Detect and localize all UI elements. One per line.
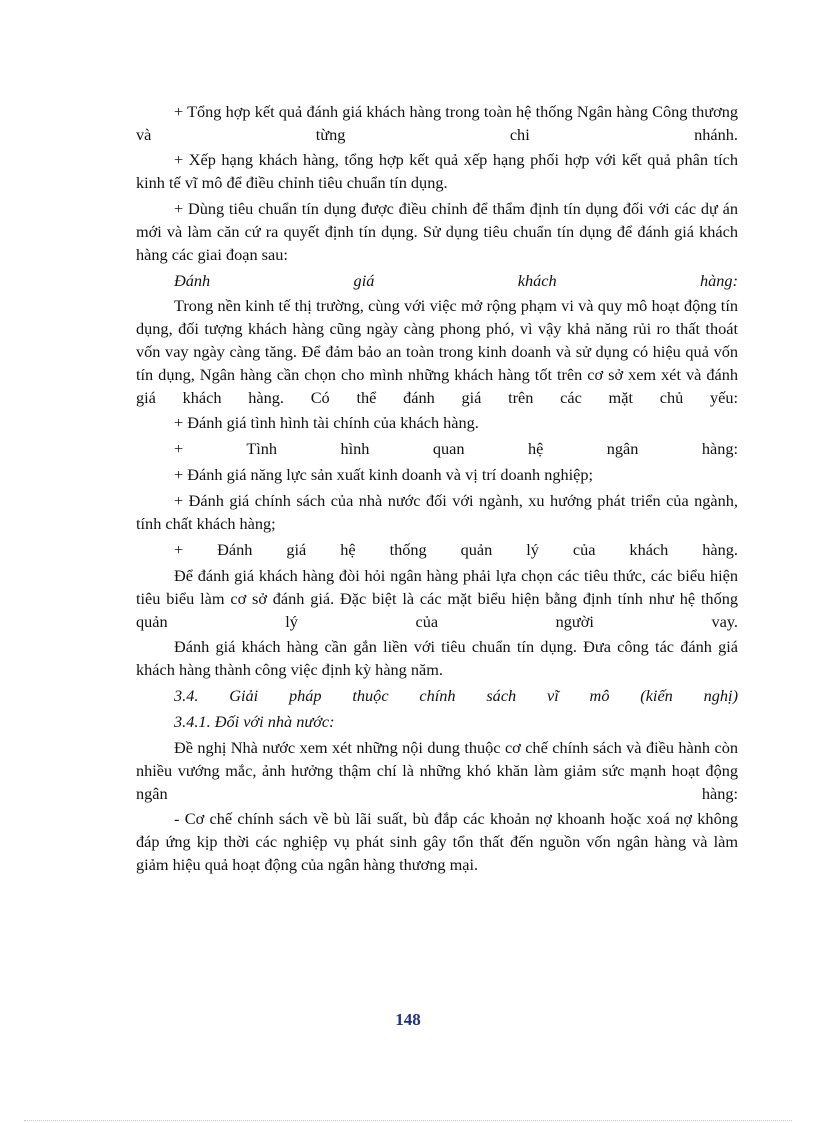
section-heading: 3.4. Giải pháp thuộc chính sách vĩ mô (kiến nghị) — [174, 686, 738, 705]
paragraph: - Cơ chế chính sách về bù lãi suất, bù đắp các khoản nợ khoanh hoặc xoá nợ không đáp ứng kịp thời các nghiệp vụ phát sinh gây tổn thất đến nguồn vốn ngân hàng và làm giảm hiệu quả hoạt động của ngân hàng thương mại. — [136, 809, 738, 874]
list-item: + Tình hình quan hệ ngân hàng: — [174, 439, 738, 458]
paragraph: + Dùng tiêu chuẩn tín dụng được điều chỉnh để thẩm định tín dụng đối với các dự án mới và làm căn cứ ra quyết định tín dụng. Sử dụng tiêu chuẩn tín dụng để đánh giá khách hàng các giai đoạn sau: — [136, 199, 738, 264]
paragraph: Đánh giá khách hàng cần gắn liền với tiêu chuẩn tín dụng. Đưa công tác đánh giá khách hàng thành công việc định kỳ hàng năm. — [136, 637, 738, 679]
paragraph: + Tổng hợp kết quả đánh giá khách hàng trong toàn hệ thống Ngân hàng Công thương và từng chi nhánh. — [136, 102, 738, 144]
list-item: + Đánh giá năng lực sản xuất kinh doanh và vị trí doanh nghiệp; — [174, 465, 594, 484]
list-item: + Đánh giá chính sách của nhà nước đối với ngành, xu hướng phát triển của ngành, tính chất khách hàng; — [136, 491, 738, 533]
paragraph: Trong nền kinh tế thị trường, cùng với việc mở rộng phạm vi và quy mô hoạt động tín dụng, đối tượng khách hàng cũng ngày càng phong phó, vì vậy khả năng rủi ro thất thoát vốn vay ngày càng tăng. Để đảm bảo an toàn trong kinh doanh và sử dụng có hiệu quả vốn tín dụng, Ngân hàng cần chọn cho mình những khách hàng tốt trên cơ sở xem xét và đánh giá khách hàng. Có thể đánh giá trên các mặt chủ yếu: — [136, 296, 738, 407]
list-item: + Đánh giá hệ thống quản lý của khách hàng. — [174, 540, 738, 559]
document-body — [136, 100, 738, 878]
paragraph: + Xếp hạng khách hàng, tổng hợp kết quả xếp hạng phối hợp với kết quả phân tích kinh tế vĩ mô để điều chỉnh tiêu chuẩn tín dụng. — [136, 150, 738, 192]
bottom-divider — [24, 1120, 792, 1121]
paragraph: Để đánh giá khách hàng đòi hỏi ngân hàng phải lựa chọn các tiêu thức, các biểu hiện tiêu biểu làm cơ sở đánh giá. Đặc biệt là các mặt biểu hiện bằng định tính như hệ thống quản lý của người vay. — [136, 566, 738, 631]
paragraph: Đề nghị Nhà nước xem xét những nội dung thuộc cơ chế chính sách và điều hành còn nhiều vướng mắc, ảnh hưởng thậm chí là những khó khăn làm giảm sức mạnh hoạt động ngân hàng: — [136, 738, 738, 803]
section-heading: Đánh giá khách hàng: — [174, 271, 738, 290]
list-item: + Đánh giá tình hình tài chính của khách hàng. — [174, 413, 479, 432]
page-number: 148 — [395, 1010, 421, 1029]
subsection-heading: 3.4.1. Đối với nhà nước: — [174, 712, 335, 731]
